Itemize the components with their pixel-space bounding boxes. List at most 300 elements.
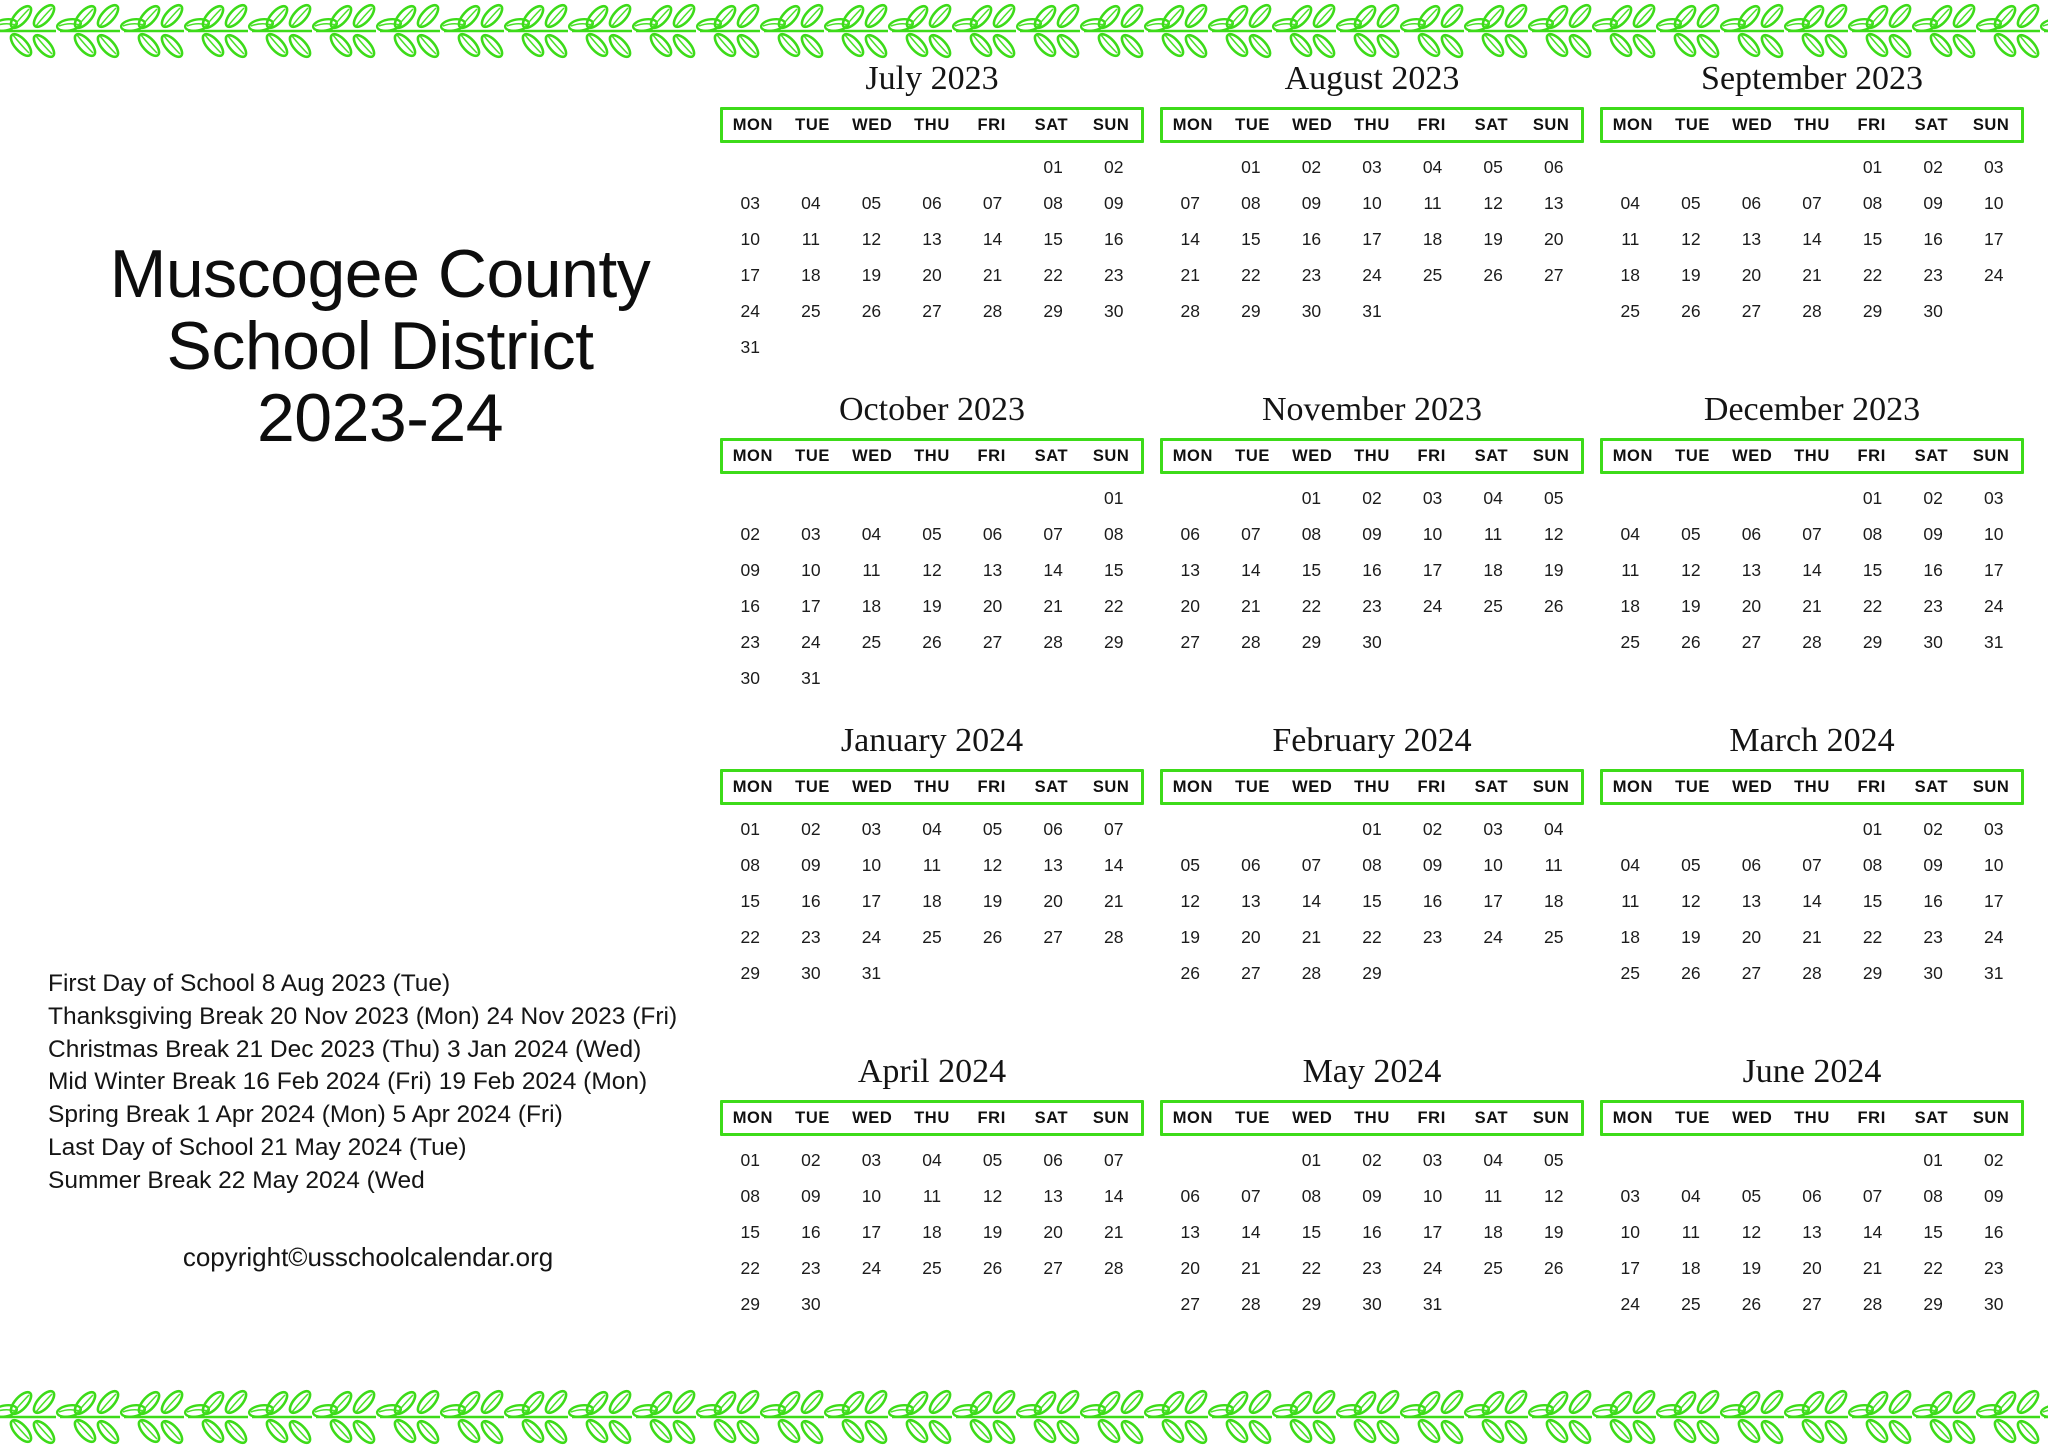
day-cell[interactable]: 06 bbox=[1802, 1186, 1822, 1206]
day-cell[interactable]: 08 bbox=[1862, 524, 1883, 544]
day-cell[interactable]: 19 bbox=[1681, 596, 1701, 616]
day-cell[interactable]: 01 bbox=[1301, 1150, 1322, 1170]
day-cell[interactable]: 16 bbox=[801, 1222, 821, 1242]
day-cell[interactable]: 26 bbox=[1543, 596, 1564, 616]
day-cell[interactable]: 27 bbox=[1741, 632, 1762, 652]
day-cell[interactable]: 23 bbox=[740, 632, 761, 652]
day-cell[interactable]: 05 bbox=[1741, 1186, 1762, 1206]
day-cell[interactable]: 15 bbox=[1043, 229, 1063, 249]
day-cell[interactable]: 20 bbox=[982, 596, 1003, 616]
day-cell[interactable]: 21 bbox=[982, 265, 1003, 285]
day-cell[interactable]: 07 bbox=[1103, 819, 1124, 839]
day-cell[interactable]: 18 bbox=[1483, 560, 1503, 580]
day-cell[interactable]: 27 bbox=[982, 632, 1003, 652]
day-cell[interactable]: 29 bbox=[1301, 632, 1322, 652]
day-cell[interactable]: 11 bbox=[922, 855, 942, 875]
day-cell[interactable]: 02 bbox=[1923, 157, 1943, 177]
day-cell[interactable]: 21 bbox=[1043, 596, 1063, 616]
day-cell[interactable]: 02 bbox=[1422, 819, 1443, 839]
day-cell[interactable]: 02 bbox=[1103, 157, 1124, 177]
day-cell[interactable]: 18 bbox=[1620, 265, 1641, 285]
day-cell[interactable]: 26 bbox=[1681, 301, 1701, 321]
day-cell[interactable]: 18 bbox=[1681, 1258, 1701, 1278]
day-cell[interactable]: 24 bbox=[1362, 265, 1382, 285]
day-cell[interactable]: 03 bbox=[1983, 488, 2004, 508]
day-cell[interactable]: 06 bbox=[1043, 819, 1063, 839]
day-cell[interactable]: 02 bbox=[1362, 1150, 1382, 1170]
day-cell[interactable]: 11 bbox=[1621, 891, 1640, 911]
day-cell[interactable]: 04 bbox=[1681, 1186, 1701, 1206]
day-cell[interactable]: 04 bbox=[861, 524, 882, 544]
day-cell[interactable]: 13 bbox=[1180, 1222, 1201, 1242]
day-cell[interactable]: 30 bbox=[1362, 1294, 1382, 1314]
day-cell[interactable]: 19 bbox=[1681, 927, 1701, 947]
day-cell[interactable]: 29 bbox=[1043, 301, 1063, 321]
day-cell[interactable]: 06 bbox=[1043, 1150, 1063, 1170]
day-cell[interactable]: 20 bbox=[1802, 1258, 1822, 1278]
day-cell[interactable]: 07 bbox=[1043, 524, 1063, 544]
day-cell[interactable]: 28 bbox=[1802, 301, 1822, 321]
day-cell[interactable]: 27 bbox=[1180, 1294, 1201, 1314]
day-cell[interactable]: 21 bbox=[1180, 265, 1201, 285]
day-cell[interactable]: 11 bbox=[801, 229, 820, 249]
day-cell[interactable]: 03 bbox=[1983, 819, 2004, 839]
day-cell[interactable]: 29 bbox=[740, 1294, 761, 1314]
day-cell[interactable]: 14 bbox=[1180, 229, 1201, 249]
day-cell[interactable]: 10 bbox=[1483, 855, 1503, 875]
day-cell[interactable]: 17 bbox=[1362, 229, 1382, 249]
day-cell[interactable]: 11 bbox=[922, 1186, 942, 1206]
day-cell[interactable]: 12 bbox=[982, 1186, 1003, 1206]
day-cell[interactable]: 17 bbox=[801, 596, 821, 616]
day-cell[interactable]: 03 bbox=[861, 1150, 882, 1170]
day-cell[interactable]: 11 bbox=[1423, 193, 1442, 213]
day-cell[interactable]: 24 bbox=[1422, 1258, 1443, 1278]
day-cell[interactable]: 09 bbox=[1983, 1186, 2004, 1206]
day-cell[interactable]: 16 bbox=[1103, 229, 1124, 249]
day-cell[interactable]: 12 bbox=[1681, 891, 1701, 911]
day-cell[interactable]: 16 bbox=[1923, 229, 1943, 249]
day-cell[interactable]: 19 bbox=[1543, 560, 1564, 580]
day-cell[interactable]: 25 bbox=[1620, 632, 1641, 652]
day-cell[interactable]: 07 bbox=[1862, 1186, 1883, 1206]
day-cell[interactable]: 21 bbox=[1802, 265, 1822, 285]
day-cell[interactable]: 11 bbox=[862, 560, 881, 580]
day-cell[interactable]: 19 bbox=[861, 265, 882, 285]
day-cell[interactable]: 01 bbox=[1862, 157, 1883, 177]
day-cell[interactable]: 22 bbox=[1923, 1258, 1943, 1278]
day-cell[interactable]: 31 bbox=[1362, 301, 1382, 321]
day-cell[interactable]: 21 bbox=[1241, 1258, 1261, 1278]
day-cell[interactable]: 10 bbox=[1362, 193, 1382, 213]
day-cell[interactable]: 17 bbox=[1983, 229, 2004, 249]
day-cell[interactable]: 31 bbox=[740, 337, 761, 357]
day-cell[interactable]: 15 bbox=[740, 891, 761, 911]
day-cell[interactable]: 10 bbox=[1983, 524, 2004, 544]
day-cell[interactable]: 17 bbox=[740, 265, 761, 285]
day-cell[interactable]: 14 bbox=[1241, 560, 1261, 580]
day-cell[interactable]: 03 bbox=[861, 819, 882, 839]
day-cell[interactable]: 28 bbox=[1241, 1294, 1261, 1314]
day-cell[interactable]: 18 bbox=[922, 891, 942, 911]
day-cell[interactable]: 26 bbox=[1681, 963, 1701, 983]
day-cell[interactable]: 29 bbox=[1301, 1294, 1322, 1314]
day-cell[interactable]: 04 bbox=[1483, 1150, 1503, 1170]
day-cell[interactable]: 11 bbox=[1484, 524, 1503, 544]
day-cell[interactable]: 23 bbox=[1362, 1258, 1382, 1278]
day-cell[interactable]: 04 bbox=[1620, 855, 1641, 875]
day-cell[interactable]: 18 bbox=[1422, 229, 1443, 249]
day-cell[interactable]: 18 bbox=[922, 1222, 942, 1242]
day-cell[interactable]: 24 bbox=[1983, 265, 2004, 285]
day-cell[interactable]: 18 bbox=[861, 596, 882, 616]
day-cell[interactable]: 26 bbox=[922, 632, 942, 652]
day-cell[interactable]: 07 bbox=[1180, 193, 1201, 213]
day-cell[interactable]: 19 bbox=[1483, 229, 1503, 249]
day-cell[interactable]: 14 bbox=[1103, 1186, 1124, 1206]
day-cell[interactable]: 23 bbox=[1983, 1258, 2004, 1278]
day-cell[interactable]: 05 bbox=[1483, 157, 1503, 177]
day-cell[interactable]: 08 bbox=[740, 855, 761, 875]
day-cell[interactable]: 23 bbox=[1923, 927, 1943, 947]
day-cell[interactable]: 09 bbox=[801, 1186, 821, 1206]
day-cell[interactable]: 15 bbox=[1241, 229, 1261, 249]
day-cell[interactable]: 05 bbox=[1681, 524, 1701, 544]
day-cell[interactable]: 05 bbox=[1543, 488, 1564, 508]
day-cell[interactable]: 17 bbox=[1483, 891, 1503, 911]
day-cell[interactable]: 26 bbox=[1180, 963, 1201, 983]
day-cell[interactable]: 22 bbox=[1301, 1258, 1322, 1278]
day-cell[interactable]: 04 bbox=[1422, 157, 1443, 177]
day-cell[interactable]: 05 bbox=[982, 819, 1003, 839]
day-cell[interactable]: 21 bbox=[1802, 596, 1822, 616]
day-cell[interactable]: 11 bbox=[1681, 1222, 1700, 1242]
day-cell[interactable]: 30 bbox=[1923, 963, 1943, 983]
day-cell[interactable]: 18 bbox=[1620, 927, 1641, 947]
day-cell[interactable]: 08 bbox=[1301, 524, 1322, 544]
day-cell[interactable]: 27 bbox=[922, 301, 942, 321]
day-cell[interactable]: 20 bbox=[1043, 891, 1063, 911]
day-cell[interactable]: 29 bbox=[1241, 301, 1261, 321]
day-cell[interactable]: 24 bbox=[740, 301, 761, 321]
day-cell[interactable]: 23 bbox=[801, 1258, 821, 1278]
day-cell[interactable]: 22 bbox=[1862, 596, 1883, 616]
day-cell[interactable]: 03 bbox=[1620, 1186, 1641, 1206]
day-cell[interactable]: 10 bbox=[1620, 1222, 1641, 1242]
day-cell[interactable]: 10 bbox=[861, 855, 882, 875]
day-cell[interactable]: 05 bbox=[922, 524, 942, 544]
day-cell[interactable]: 29 bbox=[1862, 963, 1883, 983]
day-cell[interactable]: 26 bbox=[1483, 265, 1503, 285]
day-cell[interactable]: 20 bbox=[1741, 927, 1762, 947]
day-cell[interactable]: 27 bbox=[1741, 301, 1762, 321]
day-cell[interactable]: 25 bbox=[922, 927, 942, 947]
day-cell[interactable]: 24 bbox=[861, 1258, 882, 1278]
day-cell[interactable]: 09 bbox=[740, 560, 761, 580]
day-cell[interactable]: 22 bbox=[740, 927, 761, 947]
day-cell[interactable]: 07 bbox=[1241, 1186, 1261, 1206]
day-cell[interactable]: 07 bbox=[1802, 193, 1822, 213]
day-cell[interactable]: 15 bbox=[1362, 891, 1382, 911]
day-cell[interactable]: 13 bbox=[1241, 891, 1261, 911]
day-cell[interactable]: 14 bbox=[1802, 891, 1822, 911]
day-cell[interactable]: 04 bbox=[1620, 193, 1641, 213]
day-cell[interactable]: 28 bbox=[1043, 632, 1063, 652]
day-cell[interactable]: 13 bbox=[922, 229, 942, 249]
day-cell[interactable]: 12 bbox=[861, 229, 882, 249]
day-cell[interactable]: 01 bbox=[740, 1150, 761, 1170]
day-cell[interactable]: 09 bbox=[1362, 1186, 1382, 1206]
day-cell[interactable]: 09 bbox=[1301, 193, 1322, 213]
day-cell[interactable]: 23 bbox=[1923, 596, 1943, 616]
day-cell[interactable]: 01 bbox=[1862, 819, 1883, 839]
day-cell[interactable]: 11 bbox=[1621, 560, 1640, 580]
day-cell[interactable]: 20 bbox=[1741, 265, 1762, 285]
day-cell[interactable]: 12 bbox=[922, 560, 942, 580]
day-cell[interactable]: 06 bbox=[922, 193, 942, 213]
day-cell[interactable]: 01 bbox=[1103, 488, 1124, 508]
day-cell[interactable]: 22 bbox=[1043, 265, 1063, 285]
day-cell[interactable]: 25 bbox=[1681, 1294, 1701, 1314]
day-cell[interactable]: 01 bbox=[740, 819, 761, 839]
day-cell[interactable]: 15 bbox=[1103, 560, 1124, 580]
day-cell[interactable]: 17 bbox=[1983, 560, 2004, 580]
day-cell[interactable]: 19 bbox=[982, 891, 1003, 911]
day-cell[interactable]: 17 bbox=[1620, 1258, 1641, 1278]
day-cell[interactable]: 29 bbox=[1862, 632, 1883, 652]
day-cell[interactable]: 29 bbox=[1923, 1294, 1943, 1314]
day-cell[interactable]: 05 bbox=[1543, 1150, 1564, 1170]
day-cell[interactable]: 13 bbox=[1741, 229, 1762, 249]
day-cell[interactable]: 17 bbox=[1983, 891, 2004, 911]
day-cell[interactable]: 03 bbox=[1483, 819, 1503, 839]
day-cell[interactable]: 20 bbox=[1543, 229, 1564, 249]
day-cell[interactable]: 24 bbox=[1483, 927, 1503, 947]
day-cell[interactable]: 30 bbox=[801, 963, 821, 983]
day-cell[interactable]: 12 bbox=[982, 855, 1003, 875]
day-cell[interactable]: 01 bbox=[1862, 488, 1883, 508]
day-cell[interactable]: 27 bbox=[1802, 1294, 1822, 1314]
day-cell[interactable]: 04 bbox=[1620, 524, 1641, 544]
day-cell[interactable]: 18 bbox=[1483, 1222, 1503, 1242]
day-cell[interactable]: 14 bbox=[1802, 229, 1822, 249]
day-cell[interactable]: 01 bbox=[1362, 819, 1382, 839]
day-cell[interactable]: 16 bbox=[1362, 560, 1382, 580]
day-cell[interactable]: 06 bbox=[1241, 855, 1261, 875]
day-cell[interactable]: 21 bbox=[1802, 927, 1822, 947]
day-cell[interactable]: 13 bbox=[1180, 560, 1201, 580]
day-cell[interactable]: 30 bbox=[1301, 301, 1322, 321]
day-cell[interactable]: 02 bbox=[1301, 157, 1322, 177]
day-cell[interactable]: 08 bbox=[1362, 855, 1382, 875]
day-cell[interactable]: 10 bbox=[1983, 193, 2004, 213]
day-cell[interactable]: 06 bbox=[1180, 524, 1201, 544]
day-cell[interactable]: 15 bbox=[1923, 1222, 1943, 1242]
day-cell[interactable]: 03 bbox=[1422, 1150, 1443, 1170]
day-cell[interactable]: 06 bbox=[1741, 193, 1762, 213]
day-cell[interactable]: 09 bbox=[1422, 855, 1443, 875]
day-cell[interactable]: 19 bbox=[982, 1222, 1003, 1242]
day-cell[interactable]: 12 bbox=[1180, 891, 1201, 911]
day-cell[interactable]: 12 bbox=[1543, 524, 1564, 544]
day-cell[interactable]: 20 bbox=[1241, 927, 1261, 947]
day-cell[interactable]: 28 bbox=[1180, 301, 1201, 321]
day-cell[interactable]: 02 bbox=[1923, 819, 1943, 839]
day-cell[interactable]: 20 bbox=[1180, 596, 1201, 616]
day-cell[interactable]: 05 bbox=[1681, 193, 1701, 213]
day-cell[interactable]: 24 bbox=[1983, 596, 2004, 616]
day-cell[interactable]: 22 bbox=[1241, 265, 1261, 285]
day-cell[interactable]: 24 bbox=[1620, 1294, 1641, 1314]
day-cell[interactable]: 16 bbox=[1923, 560, 1943, 580]
day-cell[interactable]: 14 bbox=[1241, 1222, 1261, 1242]
day-cell[interactable]: 13 bbox=[1543, 193, 1564, 213]
day-cell[interactable]: 06 bbox=[1741, 524, 1762, 544]
day-cell[interactable]: 01 bbox=[1923, 1150, 1943, 1170]
day-cell[interactable]: 30 bbox=[801, 1294, 821, 1314]
day-cell[interactable]: 25 bbox=[861, 632, 882, 652]
day-cell[interactable]: 20 bbox=[1180, 1258, 1201, 1278]
day-cell[interactable]: 06 bbox=[1741, 855, 1762, 875]
day-cell[interactable]: 06 bbox=[1543, 157, 1564, 177]
day-cell[interactable]: 09 bbox=[1362, 524, 1382, 544]
day-cell[interactable]: 22 bbox=[1862, 927, 1883, 947]
day-cell[interactable]: 15 bbox=[1862, 560, 1883, 580]
day-cell[interactable]: 21 bbox=[1103, 1222, 1124, 1242]
day-cell[interactable]: 10 bbox=[740, 229, 761, 249]
day-cell[interactable]: 02 bbox=[1923, 488, 1943, 508]
day-cell[interactable]: 28 bbox=[982, 301, 1003, 321]
day-cell[interactable]: 23 bbox=[1301, 265, 1322, 285]
day-cell[interactable]: 25 bbox=[1422, 265, 1443, 285]
day-cell[interactable]: 27 bbox=[1180, 632, 1201, 652]
day-cell[interactable]: 31 bbox=[801, 668, 821, 688]
day-cell[interactable]: 15 bbox=[1301, 1222, 1322, 1242]
day-cell[interactable]: 27 bbox=[1043, 1258, 1063, 1278]
day-cell[interactable]: 16 bbox=[1983, 1222, 2004, 1242]
day-cell[interactable]: 09 bbox=[1923, 524, 1943, 544]
day-cell[interactable]: 07 bbox=[1241, 524, 1261, 544]
day-cell[interactable]: 13 bbox=[1741, 560, 1762, 580]
day-cell[interactable]: 30 bbox=[1923, 301, 1943, 321]
day-cell[interactable]: 21 bbox=[1301, 927, 1322, 947]
day-cell[interactable]: 22 bbox=[740, 1258, 761, 1278]
day-cell[interactable]: 01 bbox=[1301, 488, 1322, 508]
day-cell[interactable]: 04 bbox=[922, 1150, 942, 1170]
day-cell[interactable]: 18 bbox=[801, 265, 821, 285]
day-cell[interactable]: 30 bbox=[1923, 632, 1943, 652]
day-cell[interactable]: 31 bbox=[1983, 632, 2004, 652]
day-cell[interactable]: 30 bbox=[1362, 632, 1382, 652]
day-cell[interactable]: 03 bbox=[1362, 157, 1382, 177]
day-cell[interactable]: 03 bbox=[740, 193, 761, 213]
day-cell[interactable]: 03 bbox=[1983, 157, 2004, 177]
day-cell[interactable]: 14 bbox=[1301, 891, 1322, 911]
day-cell[interactable]: 09 bbox=[801, 855, 821, 875]
day-cell[interactable]: 03 bbox=[801, 524, 821, 544]
day-cell[interactable]: 14 bbox=[982, 229, 1003, 249]
day-cell[interactable]: 14 bbox=[1802, 560, 1822, 580]
day-cell[interactable]: 01 bbox=[1241, 157, 1261, 177]
day-cell[interactable]: 14 bbox=[1103, 855, 1124, 875]
day-cell[interactable]: 04 bbox=[1483, 488, 1503, 508]
day-cell[interactable]: 20 bbox=[922, 265, 942, 285]
day-cell[interactable]: 12 bbox=[1681, 229, 1701, 249]
day-cell[interactable]: 08 bbox=[1862, 855, 1883, 875]
day-cell[interactable]: 24 bbox=[1983, 927, 2004, 947]
day-cell[interactable]: 09 bbox=[1923, 193, 1943, 213]
day-cell[interactable]: 02 bbox=[1983, 1150, 2004, 1170]
day-cell[interactable]: 26 bbox=[861, 301, 882, 321]
day-cell[interactable]: 19 bbox=[1543, 1222, 1564, 1242]
day-cell[interactable]: 05 bbox=[1180, 855, 1201, 875]
day-cell[interactable]: 15 bbox=[740, 1222, 761, 1242]
day-cell[interactable]: 27 bbox=[1043, 927, 1063, 947]
day-cell[interactable]: 29 bbox=[1103, 632, 1124, 652]
day-cell[interactable]: 02 bbox=[740, 524, 761, 544]
day-cell[interactable]: 30 bbox=[1983, 1294, 2004, 1314]
day-cell[interactable]: 13 bbox=[1802, 1222, 1822, 1242]
day-cell[interactable]: 16 bbox=[801, 891, 821, 911]
day-cell[interactable]: 16 bbox=[1422, 891, 1443, 911]
day-cell[interactable]: 10 bbox=[801, 560, 821, 580]
day-cell[interactable]: 27 bbox=[1241, 963, 1261, 983]
day-cell[interactable]: 16 bbox=[1362, 1222, 1382, 1242]
day-cell[interactable]: 23 bbox=[1362, 596, 1382, 616]
day-cell[interactable]: 06 bbox=[982, 524, 1003, 544]
day-cell[interactable]: 15 bbox=[1862, 891, 1883, 911]
day-cell[interactable]: 24 bbox=[1422, 596, 1443, 616]
day-cell[interactable]: 21 bbox=[1241, 596, 1261, 616]
day-cell[interactable]: 25 bbox=[1543, 927, 1564, 947]
day-cell[interactable]: 19 bbox=[1741, 1258, 1762, 1278]
day-cell[interactable]: 30 bbox=[740, 668, 761, 688]
day-cell[interactable]: 01 bbox=[1043, 157, 1063, 177]
day-cell[interactable]: 13 bbox=[982, 560, 1003, 580]
day-cell[interactable]: 13 bbox=[1741, 891, 1762, 911]
day-cell[interactable]: 02 bbox=[1362, 488, 1382, 508]
day-cell[interactable]: 08 bbox=[1923, 1186, 1943, 1206]
day-cell[interactable]: 26 bbox=[1681, 632, 1701, 652]
day-cell[interactable]: 28 bbox=[1241, 632, 1261, 652]
day-cell[interactable]: 07 bbox=[982, 193, 1003, 213]
day-cell[interactable]: 10 bbox=[1422, 524, 1443, 544]
day-cell[interactable]: 30 bbox=[1103, 301, 1124, 321]
day-cell[interactable]: 18 bbox=[1620, 596, 1641, 616]
day-cell[interactable]: 29 bbox=[740, 963, 761, 983]
day-cell[interactable]: 08 bbox=[1241, 193, 1261, 213]
day-cell[interactable]: 11 bbox=[1621, 229, 1640, 249]
day-cell[interactable]: 18 bbox=[1543, 891, 1564, 911]
day-cell[interactable]: 12 bbox=[1681, 560, 1701, 580]
day-cell[interactable]: 16 bbox=[1923, 891, 1943, 911]
day-cell[interactable]: 21 bbox=[1103, 891, 1124, 911]
day-cell[interactable]: 23 bbox=[801, 927, 821, 947]
day-cell[interactable]: 28 bbox=[1802, 963, 1822, 983]
day-cell[interactable]: 07 bbox=[1802, 855, 1822, 875]
day-cell[interactable]: 24 bbox=[801, 632, 821, 652]
day-cell[interactable]: 04 bbox=[922, 819, 942, 839]
day-cell[interactable]: 25 bbox=[922, 1258, 942, 1278]
day-cell[interactable]: 26 bbox=[1741, 1294, 1762, 1314]
day-cell[interactable]: 17 bbox=[1422, 1222, 1443, 1242]
day-cell[interactable]: 28 bbox=[1862, 1294, 1883, 1314]
day-cell[interactable]: 12 bbox=[1483, 193, 1503, 213]
day-cell[interactable]: 25 bbox=[801, 301, 821, 321]
day-cell[interactable]: 15 bbox=[1862, 229, 1883, 249]
day-cell[interactable]: 24 bbox=[861, 927, 882, 947]
day-cell[interactable]: 17 bbox=[861, 1222, 882, 1242]
